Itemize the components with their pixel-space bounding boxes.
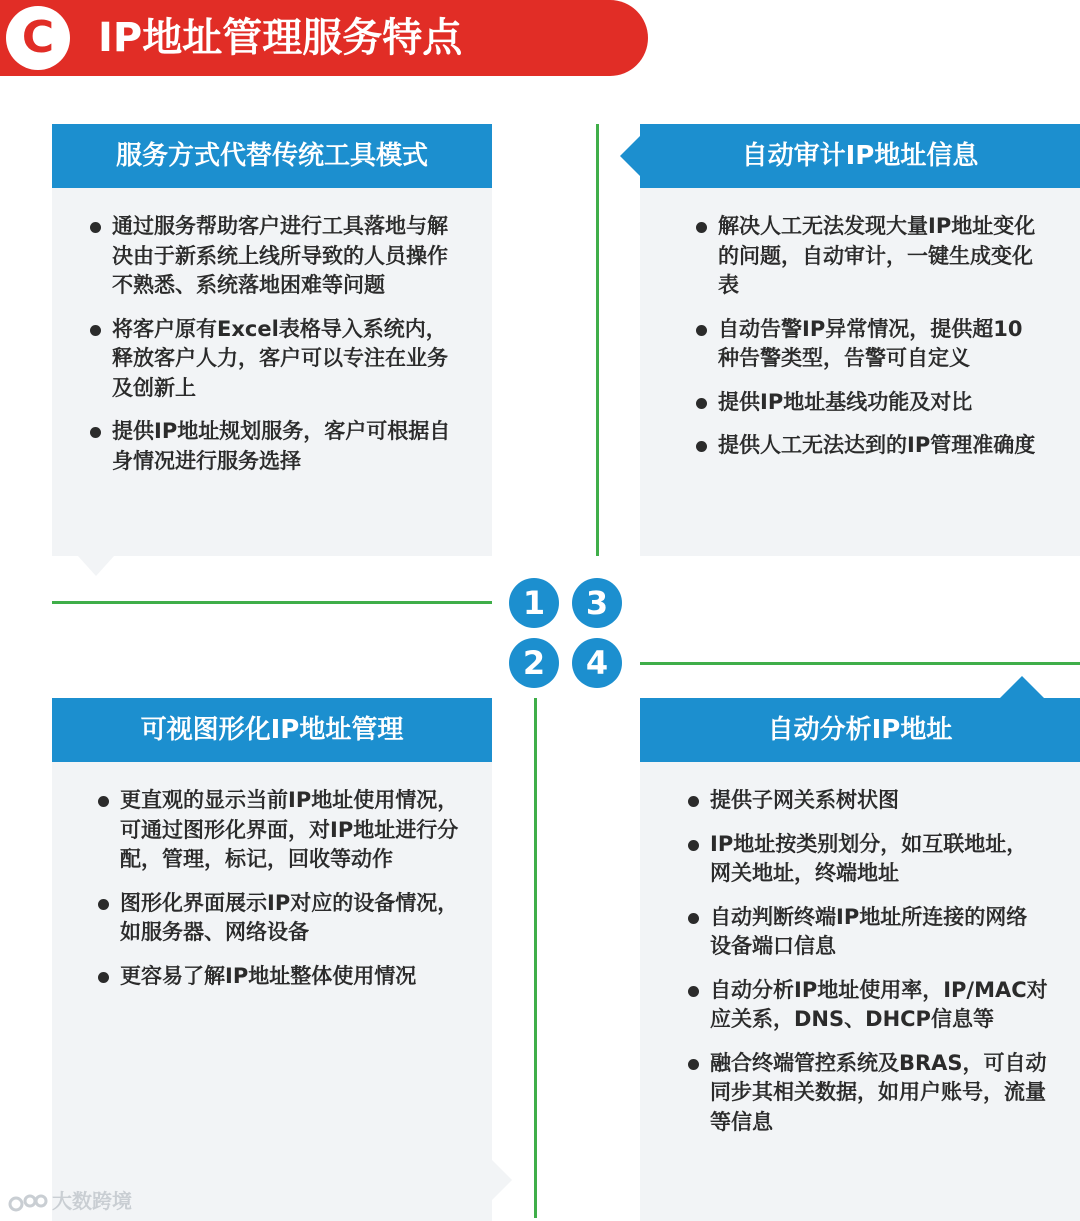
bullet-dot-icon bbox=[98, 899, 109, 910]
list-item: 融合终端管控系统及BRAS，可自动同步其相关数据，如用户账号，流量等信息 bbox=[686, 1049, 1048, 1138]
connector-line-bottom-vertical bbox=[534, 698, 537, 1218]
bullet-dot-icon bbox=[688, 796, 699, 807]
panel-auto-analysis bbox=[640, 698, 1080, 1221]
panel-header bbox=[640, 698, 1080, 762]
bullet-dot-icon bbox=[696, 325, 707, 336]
feature-list bbox=[88, 212, 460, 490]
list-item: 提供IP地址规划服务，客户可根据自身情况进行服务选择 bbox=[88, 417, 460, 476]
list-item: 更直观的显示当前IP地址使用情况，可通过图形化界面，对IP地址进行分配，管理，标记，回收等动作 bbox=[96, 786, 460, 875]
list-item: 提供人工无法达到的IP管理准确度 bbox=[694, 431, 1040, 461]
bullet-dot-icon bbox=[98, 796, 109, 807]
list-item: 自动判断终端IP地址所连接的网络设备端口信息 bbox=[686, 903, 1048, 962]
panel-header bbox=[640, 124, 1080, 188]
watermark-logo-icon bbox=[8, 1192, 48, 1214]
list-item: 将客户原有Excel表格导入系统内，释放客户人力，客户可以专注在业务及创新上 bbox=[88, 315, 460, 404]
bullet-dot-icon bbox=[696, 398, 707, 409]
bullet-dot-icon bbox=[696, 222, 707, 233]
panel-notch-up-icon bbox=[1000, 676, 1044, 698]
feature-list bbox=[96, 786, 460, 1005]
number-badge-2: 2 bbox=[509, 638, 559, 688]
bullet-dot-icon bbox=[696, 441, 707, 452]
panel-title: 可视图形化IP地址管理 bbox=[140, 715, 404, 745]
bullet-dot-icon bbox=[688, 840, 699, 851]
watermark-text: 大数跨境 bbox=[52, 1189, 132, 1213]
bullet-dot-icon bbox=[90, 222, 101, 233]
list-item: 提供IP地址基线功能及对比 bbox=[694, 388, 1040, 418]
panel-title: 服务方式代替传统工具模式 bbox=[115, 141, 428, 171]
list-item: IP地址按类别划分，如互联地址，网关地址，终端地址 bbox=[686, 830, 1048, 889]
panel-header bbox=[52, 698, 492, 762]
list-item: 通过服务帮助客户进行工具落地与解决由于新系统上线所导致的人员操作不熟悉、系统落地困难等问题 bbox=[88, 212, 460, 301]
title-banner bbox=[0, 0, 648, 76]
bullet-dot-icon bbox=[90, 325, 101, 336]
bullet-dot-icon bbox=[688, 986, 699, 997]
panel-header bbox=[52, 124, 492, 188]
panel-notch-right-icon bbox=[492, 1160, 512, 1200]
number-badge-1: 1 bbox=[509, 578, 559, 628]
bullet-dot-icon bbox=[688, 913, 699, 924]
list-item: 自动告警IP异常情况，提供超10种告警类型，告警可自定义 bbox=[694, 315, 1040, 374]
connector-line-top-vertical bbox=[596, 124, 599, 556]
panel-notch-left-icon bbox=[620, 136, 640, 176]
number-badge-3: 3 bbox=[572, 578, 622, 628]
feature-list bbox=[686, 786, 1048, 1151]
panel-auto-audit bbox=[640, 124, 1080, 556]
watermark bbox=[8, 1186, 132, 1216]
list-item: 自动分析IP地址使用率，IP/MAC对应关系，DNS、DHCP信息等 bbox=[686, 976, 1048, 1035]
list-item: 图形化界面展示IP对应的设备情况，如服务器、网络设备 bbox=[96, 889, 460, 948]
panel-title: 自动分析IP地址 bbox=[767, 715, 953, 745]
page-title: IP地址管理服务特点 bbox=[98, 15, 463, 61]
bullet-dot-icon bbox=[98, 972, 109, 983]
panel-notch-down-icon bbox=[78, 556, 114, 576]
list-item: 提供子网关系树状图 bbox=[686, 786, 1048, 816]
panel-visual-management bbox=[52, 698, 492, 1221]
connector-line-right-horizontal bbox=[640, 662, 1080, 665]
panel-title: 自动审计IP地址信息 bbox=[741, 141, 979, 171]
bullet-dot-icon bbox=[688, 1059, 699, 1070]
list-item: 更容易了解IP地址整体使用情况 bbox=[96, 962, 460, 992]
bullet-dot-icon bbox=[90, 427, 101, 438]
feature-list bbox=[694, 212, 1040, 475]
panel-service-mode bbox=[52, 124, 492, 556]
badge-letter: C bbox=[21, 12, 55, 63]
connector-line-left-horizontal bbox=[52, 601, 492, 604]
list-item: 解决人工无法发现大量IP地址变化的问题，自动审计，一键生成变化表 bbox=[694, 212, 1040, 301]
badge-circle bbox=[6, 6, 70, 70]
number-badge-4: 4 bbox=[572, 638, 622, 688]
